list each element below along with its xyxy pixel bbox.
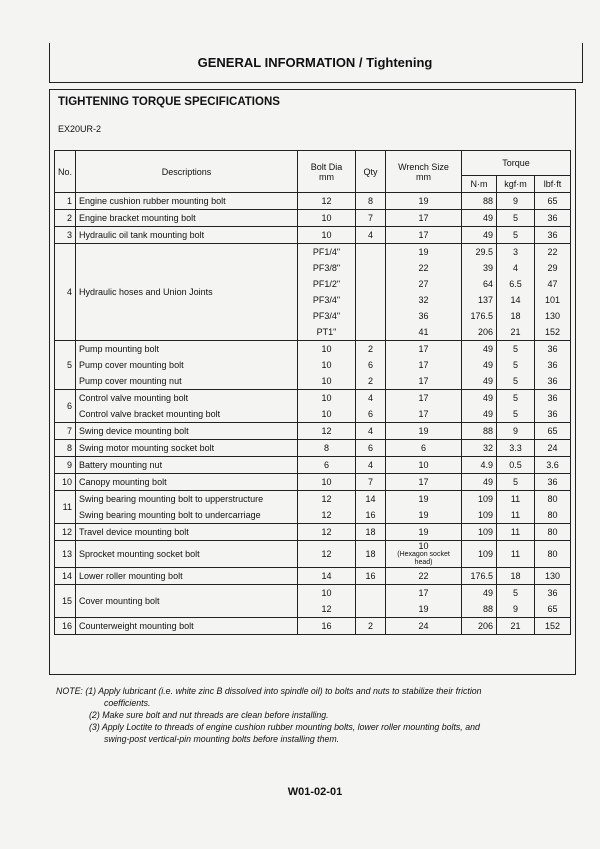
torque-nm-cell-line: 206 — [477, 327, 494, 337]
torque-nm-cell — [462, 585, 497, 618]
wrench-size-cell-line: 17 — [418, 409, 429, 419]
bolt-dia-cell: 10 — [298, 474, 356, 491]
torque-nm-cell-line: 49 — [483, 393, 494, 403]
qty-cell — [356, 585, 386, 618]
torque-lbfft-cell-line: 80 — [547, 510, 558, 520]
torque-lbfft-cell: 3.6 — [535, 457, 571, 474]
torque-nm-cell: 49 — [462, 474, 497, 491]
torque-nm-cell: 4.9 — [462, 457, 497, 474]
bolt-dia-cell: 12 — [298, 423, 356, 440]
description-cell: Counterweight mounting bolt — [76, 618, 298, 635]
torque-kgfm-cell-line: 3 — [513, 247, 519, 257]
torque-kgfm-cell-line: 5 — [513, 376, 519, 386]
row-number: 9 — [55, 457, 76, 474]
torque-nm-cell: 49 — [462, 210, 497, 227]
row-number: 3 — [55, 227, 76, 244]
description-cell: Canopy mounting bolt — [76, 474, 298, 491]
description-cell-line: Control valve mounting bolt — [79, 393, 189, 403]
wrench-size-cell: 17 — [386, 474, 462, 491]
wrench-size-cell — [386, 491, 462, 524]
col-nm: N·m — [462, 176, 497, 193]
qty-cell: 6 — [356, 440, 386, 457]
description-cell: Swing motor mounting socket bolt — [76, 440, 298, 457]
col-torque: Torque — [462, 151, 571, 176]
torque-kgfm-cell — [497, 390, 535, 423]
note-1: (1) Apply lubricant (i.e. white zinc B dissolved into spindle oil) to bolts and nuts to stabilize their friction — [85, 686, 482, 696]
torque-nm-cell: 109 — [462, 524, 497, 541]
table-row — [55, 524, 571, 541]
torque-nm-cell-line: 64 — [483, 279, 494, 289]
wrench-size-cell — [386, 390, 462, 423]
bolt-dia-cell-line: 12 — [321, 604, 332, 614]
bolt-dia-cell: 12 — [298, 541, 356, 568]
page-number: W01-02-01 — [287, 786, 343, 798]
row-number: 10 — [55, 474, 76, 491]
torque-kgfm-cell: 9 — [497, 423, 535, 440]
torque-nm-cell-line: 49 — [483, 360, 494, 370]
description-cell-line: Control valve bracket mounting bolt — [79, 409, 221, 419]
torque-lbfft-cell: 152 — [535, 618, 571, 635]
qty-cell — [356, 390, 386, 423]
table-body — [55, 193, 571, 635]
row-number: 11 — [55, 491, 76, 524]
row-number: 7 — [55, 423, 76, 440]
page-title: GENERAL INFORMATION / Tightening — [197, 55, 433, 70]
bolt-dia-cell-line: PT1" — [316, 327, 337, 337]
qty-cell — [356, 244, 386, 341]
torque-nm-cell-line: 88 — [483, 604, 494, 614]
wrench-size-cell-line: 32 — [418, 295, 429, 305]
torque-nm-cell: 176.5 — [462, 568, 497, 585]
torque-nm-cell-line: 49 — [483, 588, 494, 598]
note-3-continued: swing-post vertical-pin mounting bolts before installing them. — [104, 734, 340, 744]
note-3: (3) Apply Loctite to threads of engine cushion rubber mounting bolts, lower roller mounting bolts, and — [89, 722, 480, 732]
torque-lbfft-cell-line: 36 — [547, 360, 558, 370]
bolt-dia-cell-line: 10 — [321, 393, 332, 403]
row-number: 2 — [55, 210, 76, 227]
torque-kgfm-cell: 11 — [497, 524, 535, 541]
torque-nm-cell: 88 — [462, 423, 497, 440]
bolt-dia-cell — [298, 390, 356, 423]
bolt-dia-cell: 16 — [298, 618, 356, 635]
qty-cell: 8 — [356, 193, 386, 210]
torque-kgfm-cell — [497, 491, 535, 524]
torque-lbfft-cell: 65 — [535, 193, 571, 210]
table-row — [55, 457, 571, 474]
torque-nm-cell — [462, 341, 497, 390]
wrench-size-cell: 10 — [386, 457, 462, 474]
description-cell — [76, 491, 298, 524]
bolt-dia-cell: 6 — [298, 457, 356, 474]
torque-kgfm-cell: 3.3 — [497, 440, 535, 457]
description-cell: Hydraulic oil tank mounting bolt — [76, 227, 298, 244]
wrench-size-cell-line: 22 — [418, 263, 429, 273]
table-row — [55, 585, 571, 618]
row-number: 13 — [55, 541, 76, 568]
torque-lbfft-cell-line: 130 — [545, 311, 561, 321]
bolt-dia-cell: 10 — [298, 227, 356, 244]
torque-nm-cell: 49 — [462, 227, 497, 244]
torque-nm-cell: 32 — [462, 440, 497, 457]
qty-cell-line: 2 — [368, 344, 374, 354]
torque-nm-cell-line: 137 — [477, 295, 494, 305]
bolt-dia-cell: 12 — [298, 193, 356, 210]
torque-kgfm-cell: 5 — [497, 210, 535, 227]
table-row — [55, 423, 571, 440]
torque-lbfft-cell-line: 36 — [547, 588, 558, 598]
qty-cell: 7 — [356, 210, 386, 227]
torque-lbfft-cell: 130 — [535, 568, 571, 585]
torque-kgfm-cell: 0.5 — [497, 457, 535, 474]
qty-cell — [356, 341, 386, 390]
torque-kgfm-cell-line: 21 — [510, 327, 521, 337]
description-cell: Travel device mounting bolt — [76, 524, 298, 541]
qty-cell: 16 — [356, 568, 386, 585]
qty-cell-line: 4 — [368, 393, 374, 403]
wrench-size-cell — [386, 341, 462, 390]
wrench-size-cell: 22 — [386, 568, 462, 585]
note-1-continued: coefficients. — [104, 698, 151, 708]
row-number: 5 — [55, 341, 76, 390]
bolt-dia-cell-line: PF1/4" — [312, 247, 341, 257]
row-number: 12 — [55, 524, 76, 541]
bolt-dia-cell: 10 — [298, 210, 356, 227]
wrench-size-cell-line: 19 — [418, 604, 429, 614]
bolt-dia-cell-line: 12 — [321, 510, 332, 520]
description-cell-line: Pump mounting bolt — [79, 344, 160, 354]
bolt-dia-cell-line: 10 — [321, 409, 332, 419]
col-qty: Qty — [356, 151, 386, 193]
torque-kgfm-cell-line: 9 — [513, 604, 519, 614]
description-cell: Lower roller mounting bolt — [76, 568, 298, 585]
description-cell-line: Swing bearing mounting bolt to upperstructure — [79, 494, 264, 504]
qty-cell: 18 — [356, 524, 386, 541]
header-rule — [49, 82, 583, 83]
qty-cell: 7 — [356, 474, 386, 491]
bolt-dia-cell-line: PF3/8" — [312, 263, 341, 273]
qty-cell: 4 — [356, 227, 386, 244]
row-number: 6 — [55, 390, 76, 423]
description-cell — [76, 341, 298, 390]
torque-nm-cell: 88 — [462, 193, 497, 210]
row-number: 15 — [55, 585, 76, 618]
torque-kgfm-cell — [497, 585, 535, 618]
bolt-dia-cell: 8 — [298, 440, 356, 457]
notes — [56, 685, 576, 745]
torque-lbfft-cell: 65 — [535, 423, 571, 440]
wrench-size-cell-line: 19 — [418, 494, 429, 504]
torque-kgfm-cell: 5 — [497, 227, 535, 244]
table-row — [55, 568, 571, 585]
description-cell: Cover mounting bolt — [76, 585, 298, 618]
bolt-dia-cell: 12 — [298, 524, 356, 541]
torque-nm-cell: 109 — [462, 541, 497, 568]
col-wrench-size: Wrench Size mm — [386, 151, 462, 193]
torque-lbfft-cell-line: 29 — [547, 263, 558, 273]
col-lbfft: lbf·ft — [535, 176, 571, 193]
qty-cell — [356, 491, 386, 524]
torque-kgfm-cell: 18 — [497, 568, 535, 585]
torque-kgfm-cell-line: 5 — [513, 588, 519, 598]
table-row — [55, 618, 571, 635]
torque-kgfm-cell-line: 6.5 — [509, 279, 522, 289]
torque-kgfm-cell-line: 14 — [510, 295, 521, 305]
wrench-size-cell-line: 36 — [418, 311, 429, 321]
torque-lbfft-cell — [535, 244, 571, 341]
bolt-dia-cell-line: 10 — [321, 588, 332, 598]
table-row — [55, 227, 571, 244]
torque-lbfft-cell-line: 101 — [545, 295, 561, 305]
col-bolt-dia: Bolt Dia mm — [298, 151, 356, 193]
wrench-size-cell: 6 — [386, 440, 462, 457]
bolt-dia-cell-line: PF3/4" — [312, 295, 341, 305]
table-row — [55, 390, 571, 423]
torque-kgfm-cell: 5 — [497, 474, 535, 491]
torque-kgfm-cell-line: 5 — [513, 393, 519, 403]
col-descriptions: Descriptions — [76, 151, 298, 193]
model-label: EX20UR-2 — [58, 124, 102, 134]
qty-cell-line: 2 — [368, 376, 374, 386]
qty-cell: 2 — [356, 618, 386, 635]
torque-lbfft-cell: 80 — [535, 541, 571, 568]
wrench-size-cell-line: 17 — [418, 588, 429, 598]
col-no: No. — [55, 151, 76, 193]
qty-cell-line: 6 — [368, 409, 374, 419]
torque-lbfft-cell — [535, 390, 571, 423]
torque-nm-cell — [462, 491, 497, 524]
torque-nm-cell-line: 109 — [477, 494, 494, 504]
torque-kgfm-cell-line: 11 — [510, 510, 521, 520]
description-cell: Battery mounting nut — [76, 457, 298, 474]
description-cell-line: Pump cover mounting bolt — [79, 360, 184, 370]
table-row — [55, 474, 571, 491]
row-number: 16 — [55, 618, 76, 635]
torque-kgfm-cell: 21 — [497, 618, 535, 635]
torque-lbfft-cell: 36 — [535, 227, 571, 244]
torque-nm-cell-line: 49 — [483, 344, 494, 354]
torque-kgfm-cell — [497, 244, 535, 341]
bolt-dia-cell-line: 10 — [321, 376, 332, 386]
description-cell-line: Swing bearing mounting bolt to undercarriage — [79, 510, 261, 520]
wrench-size-cell: 19 — [386, 423, 462, 440]
wrench-size-cell-line: 19 — [418, 247, 429, 257]
table-row — [55, 193, 571, 210]
description-cell-line: Pump cover mounting nut — [79, 376, 182, 386]
torque-lbfft-cell-line: 36 — [547, 376, 558, 386]
torque-lbfft-cell-line: 22 — [547, 247, 558, 257]
torque-lbfft-cell-line: 36 — [547, 393, 558, 403]
wrench-size-cell — [386, 585, 462, 618]
qty-cell: 4 — [356, 457, 386, 474]
qty-cell: 18 — [356, 541, 386, 568]
torque-nm-cell-line: 39 — [483, 263, 494, 273]
description-cell: Sprocket mounting socket bolt — [76, 541, 298, 568]
bolt-dia-cell-line: 10 — [321, 360, 332, 370]
torque-lbfft-cell-line: 65 — [547, 604, 558, 614]
torque-lbfft-cell: 80 — [535, 524, 571, 541]
wrench-size-cell-line: 17 — [418, 376, 429, 386]
torque-lbfft-cell: 24 — [535, 440, 571, 457]
torque-nm-cell-line: 29.5 — [475, 247, 494, 257]
row-number: 4 — [55, 244, 76, 341]
table-row — [55, 440, 571, 457]
table-row — [55, 210, 571, 227]
wrench-size-cell: 19 — [386, 193, 462, 210]
wrench-size-cell-line: 19 — [418, 510, 429, 520]
wrench-size-cell-line: 17 — [418, 344, 429, 354]
notes-label: NOTE: — [56, 686, 83, 696]
wrench-size-cell: 17 — [386, 210, 462, 227]
torque-nm-cell-line: 49 — [483, 376, 494, 386]
bolt-dia-cell: 14 — [298, 568, 356, 585]
section-title: TIGHTENING TORQUE SPECIFICATIONS — [58, 96, 280, 108]
wrench-size-cell-line: 41 — [418, 327, 429, 337]
description-cell — [76, 390, 298, 423]
torque-kgfm-cell-line: 4 — [513, 263, 519, 273]
torque-nm-cell-line: 176.5 — [470, 311, 494, 321]
torque-lbfft-cell-line: 47 — [547, 279, 558, 289]
wrench-size-cell-line: 17 — [418, 393, 429, 403]
table-row — [55, 341, 571, 390]
wrench-size-cell-line: 17 — [418, 360, 429, 370]
description-cell: Swing device mounting bolt — [76, 423, 298, 440]
torque-kgfm-cell: 9 — [497, 193, 535, 210]
torque-lbfft-cell: 36 — [535, 474, 571, 491]
torque-lbfft-cell-line: 152 — [545, 327, 561, 337]
torque-lbfft-cell-line: 80 — [547, 494, 558, 504]
col-kgfm: kgf·m — [497, 176, 535, 193]
qty-cell-line: 16 — [365, 510, 376, 520]
torque-nm-cell — [462, 390, 497, 423]
bolt-dia-cell — [298, 244, 356, 341]
torque-kgfm-cell-line: 5 — [513, 344, 519, 354]
description-cell: Engine cushion rubber mounting bolt — [76, 193, 298, 210]
torque-lbfft-cell — [535, 341, 571, 390]
wrench-size-cell: 17 — [386, 227, 462, 244]
torque-nm-cell-line: 49 — [483, 409, 494, 419]
torque-kgfm-cell-line: 11 — [510, 494, 521, 504]
qty-cell-line: 6 — [368, 360, 374, 370]
torque-nm-cell — [462, 244, 497, 341]
torque-nm-cell-line: 109 — [477, 510, 494, 520]
table-row — [55, 244, 571, 341]
torque-nm-cell: 206 — [462, 618, 497, 635]
bolt-dia-cell-line: PF3/4" — [312, 311, 341, 321]
wrench-size-cell — [386, 244, 462, 341]
row-number: 1 — [55, 193, 76, 210]
bolt-dia-cell-line: 10 — [321, 344, 332, 354]
bolt-dia-cell — [298, 341, 356, 390]
torque-kgfm-cell-line: 5 — [513, 409, 519, 419]
torque-table — [54, 150, 571, 635]
table-row — [55, 541, 571, 568]
torque-kgfm-cell-line: 18 — [510, 311, 521, 321]
torque-lbfft-cell-line: 36 — [547, 344, 558, 354]
wrench-note: (Hexagon socket head) — [397, 551, 450, 566]
description-cell: Engine bracket mounting bolt — [76, 210, 298, 227]
torque-kgfm-cell — [497, 341, 535, 390]
qty-cell-line: 14 — [365, 494, 376, 504]
torque-lbfft-cell — [535, 585, 571, 618]
qty-cell: 4 — [356, 423, 386, 440]
torque-lbfft-cell — [535, 491, 571, 524]
torque-lbfft-cell-line: 36 — [547, 409, 558, 419]
torque-kgfm-cell-line: 5 — [513, 360, 519, 370]
wrench-size-cell: 24 — [386, 618, 462, 635]
table-row — [55, 491, 571, 524]
row-number: 8 — [55, 440, 76, 457]
row-number: 14 — [55, 568, 76, 585]
bolt-dia-cell — [298, 491, 356, 524]
wrench-size-cell: 10 (Hexagon socket head) — [386, 541, 462, 568]
torque-kgfm-cell: 11 — [497, 541, 535, 568]
note-2: (2) Make sure bolt and nut threads are clean before installing. — [89, 710, 329, 720]
bolt-dia-cell — [298, 585, 356, 618]
bolt-dia-cell-line: 12 — [321, 494, 332, 504]
description-cell: Hydraulic hoses and Union Joints — [76, 244, 298, 341]
wrench-size-cell-line: 27 — [418, 279, 429, 289]
wrench-size-cell: 19 — [386, 524, 462, 541]
bolt-dia-cell-line: PF1/2" — [312, 279, 341, 289]
torque-lbfft-cell: 36 — [535, 210, 571, 227]
